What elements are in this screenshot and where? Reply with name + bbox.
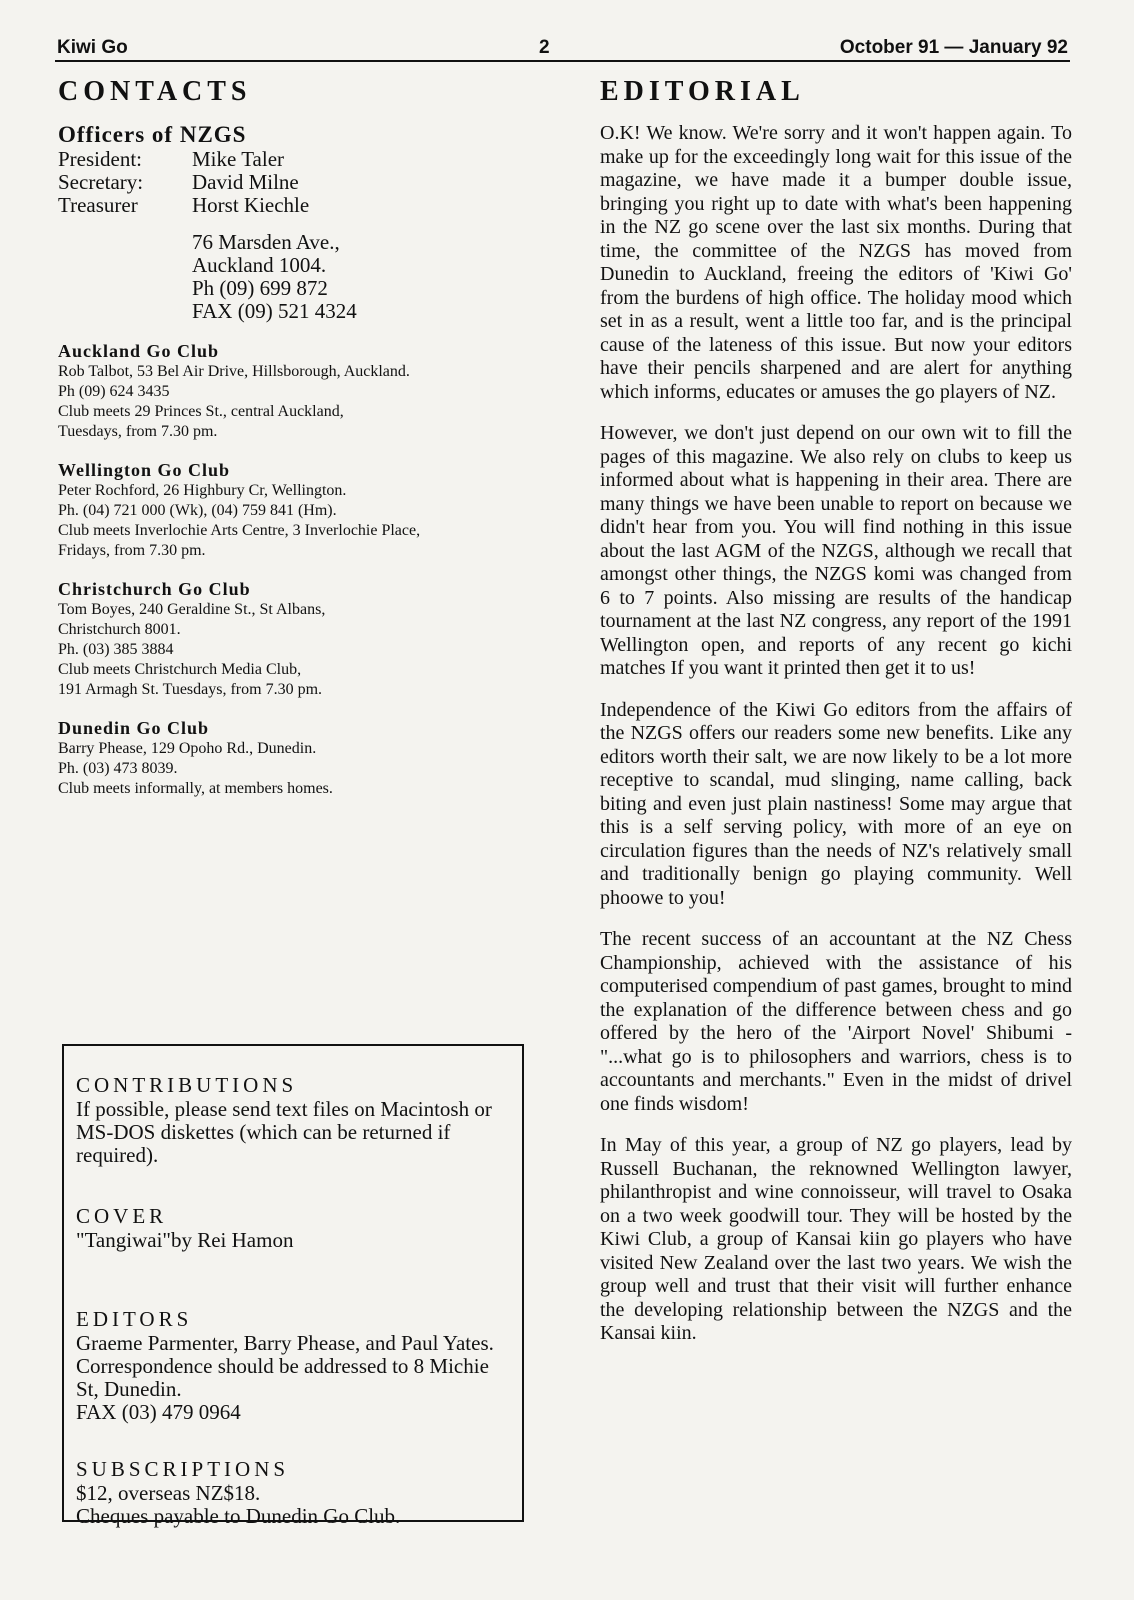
officer-row [58, 194, 528, 217]
club-line: Rob Talbot, 53 Bel Air Drive, Hillsborough, Auckland. [58, 363, 410, 380]
club-line: Fridays, from 7.30 pm. [58, 542, 206, 559]
club-name: Wellington Go Club [58, 460, 231, 480]
subscriptions-heading: SUBSCRIPTIONS [76, 1457, 290, 1481]
cover-heading: COVER [76, 1204, 168, 1228]
editorial-paragraph: However, we don't just depend on our own wit to fill the pages of this magazine. We also rely on clubs to keep us informed about what is happening in their area. There are many things we have been unable to report on because we didn't hear from you. You will find nothing in this issue about the last AGM of the NZGS, although we recall that amongst other things, the NZGS komi was changed from 6 to 7 points. Also missing are results of the handicap tournament at the last NZ congress, any report of the 1991 Wellington open, and reports of any recent go kichi matches If you want it printed then get it to us! [600, 422, 1072, 679]
editorial-paragraph: In May of this year, a group of NZ go players, lead by Russell Buchanan, the reknowned Wellington lawyer, philanthropist and wine connoisseur, will travel to Osaka on a two week goodwill tour. They will be hosted by the Kiwi Club, a group of Kansai kiin go players who have visited New Zealand over the last two years. We wish the group well and trust that their visit will further enhance the developing relationship between the NZGS and the Kansai kiin. [600, 1134, 1072, 1344]
officers-list [58, 148, 528, 217]
address-line: Auckland 1004. [192, 253, 327, 277]
club-line: Club meets 29 Princes St., central Auckland, [58, 403, 344, 420]
magazine-name: Kiwi Go [57, 37, 128, 58]
club-line: Peter Rochford, 26 Highbury Cr, Wellington. [58, 482, 347, 499]
nzgs-address [192, 231, 528, 323]
club-line: Ph. (03) 473 8039. [58, 760, 178, 777]
club-name: Christchurch Go Club [58, 579, 251, 599]
page-header [55, 36, 1070, 62]
info-box [62, 1044, 524, 1528]
club-line: Club meets informally, at members homes. [58, 780, 333, 797]
club-line: Club meets Christchurch Media Club, [58, 661, 302, 678]
subscriptions-payable: Cheques payable to Dunedin Go Club. [76, 1504, 401, 1528]
club-line: Barry Phease, 129 Opoho Rd., Dunedin. [58, 740, 317, 757]
address-line: Ph (09) 699 872 [192, 276, 328, 300]
club-christchurch [58, 579, 528, 700]
club-dunedin [58, 718, 528, 799]
officer-row [58, 171, 528, 194]
contributions-heading: CONTRIBUTIONS [76, 1073, 298, 1097]
contributions-text: If possible, please send text files on Macintosh or MS-DOS diskettes (which can be returned if required). [76, 1097, 492, 1167]
club-line: Tom Boyes, 240 Geraldine St., St Albans, [58, 601, 326, 618]
subscriptions-price: $12, overseas NZ$18. [76, 1481, 261, 1505]
club-line: Ph. (04) 721 000 (Wk), (04) 759 841 (Hm). [58, 502, 337, 519]
club-auckland [58, 341, 528, 442]
editorial-paragraph: The recent success of an accountant at the NZ Chess Championship, achieved with the assistance of his computerised compendium of past games, brought to mind the explanation of the difference between chess and go offered by the hero of the 'Airport Novel' Shibumi - "...what go is to philosophers and warriors, chess is to accountants and merchants." Even in the midst of drivel one finds wisdom! [600, 928, 1072, 1115]
club-line: 191 Armagh St. Tuesdays, from 7.30 pm. [58, 681, 323, 698]
club-line: Ph. (03) 385 3884 [58, 641, 174, 658]
club-line: Christchurch 8001. [58, 621, 181, 638]
editors-text: Graeme Parmenter, Barry Phease, and Paul Yates. Correspondence should be addressed to 8 Michie St, Dunedin. [76, 1331, 494, 1401]
editors-heading: EDITORS [76, 1307, 193, 1331]
officer-role: President: [58, 147, 142, 171]
club-wellington [58, 460, 528, 561]
editorial-column [600, 76, 1072, 1364]
editorial-title: EDITORIAL [600, 76, 805, 107]
contacts-title: CONTACTS [58, 76, 252, 107]
officer-name: David Milne [192, 170, 299, 194]
club-line: Tuesdays, from 7.30 pm. [58, 423, 218, 440]
officer-row [58, 148, 528, 171]
cover-section [76, 1205, 510, 1252]
editors-fax: FAX (03) 479 0964 [76, 1400, 241, 1424]
club-line: Ph (09) 624 3435 [58, 383, 170, 400]
officer-role: Treasurer [58, 193, 138, 217]
editorial-paragraph: Independence of the Kiwi Go editors from the affairs of the NZGS offers our readers some new benefits. Like any editors worth their salt, we are now likely to be a lot more receptive to scandal, mud slinging, name calling, back biting and even just plain nastiness! Some may argue that this is a self serving policy, with more of an eye on circulation figures than the needs of NZ's relatively small and traditionally benign go playing community. Well phoowe to you! [600, 698, 1072, 909]
officer-name: Horst Kiechle [192, 193, 310, 217]
club-name: Auckland Go Club [58, 341, 220, 361]
editorial-paragraph: O.K! We know. We're sorry and it won't happen again. To make up for the exceedingly long wait for this issue of the magazine, we have made it a bumper double issue, bringing you right up to date with what's been happening in the NZ go scene over the last six months. During that time, the committee of the NZGS has moved from Dunedin to Auckland, freeing the editors of 'Kiwi Go' from the burdens of high office. The holiday mood which set in as a result, went a little too far, and is the principal cause of the lateness of this issue. But now your editors have their pencils sharpened and are alert for anything which informs, educates or amuses the go players of NZ. [600, 122, 1072, 403]
page-number: 2 [539, 37, 550, 58]
contributions-section [76, 1074, 510, 1167]
club-line: Club meets Inverlochie Arts Centre, 3 Inverlochie Place, [58, 522, 421, 539]
issue-date: October 91 — January 92 [839, 37, 1068, 58]
club-name: Dunedin Go Club [58, 718, 210, 738]
officer-role: Secretary: [58, 170, 144, 194]
officer-name: Mike Taler [192, 147, 285, 171]
editors-section [76, 1308, 510, 1424]
officers-title: Officers of NZGS [58, 122, 247, 147]
address-line: FAX (09) 521 4324 [192, 299, 357, 323]
cover-text: "Tangiwai"by Rei Hamon [76, 1228, 294, 1252]
subscriptions-section [76, 1458, 510, 1528]
contacts-column [58, 76, 528, 799]
address-line: 76 Marsden Ave., [192, 230, 340, 254]
